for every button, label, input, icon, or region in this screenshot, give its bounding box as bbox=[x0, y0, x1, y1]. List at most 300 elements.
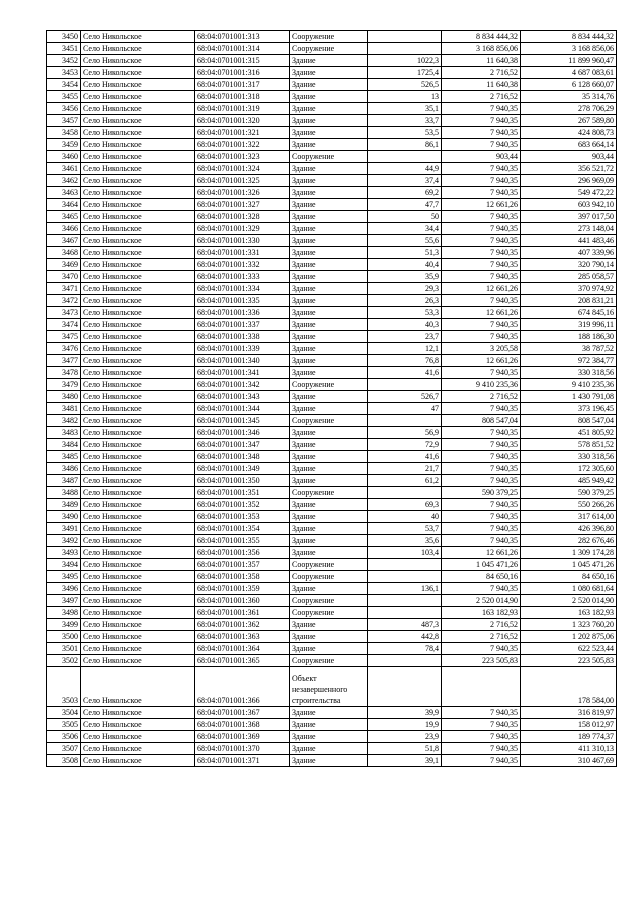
cadastral-number: 68:04:0701001:345 bbox=[195, 415, 290, 427]
object-type: Сооружение bbox=[290, 607, 368, 619]
settlement-name: Село Никольское bbox=[81, 223, 195, 235]
area-value bbox=[368, 151, 442, 163]
cadastral-value: 1 323 760,20 bbox=[521, 619, 617, 631]
row-number: 3505 bbox=[47, 719, 81, 731]
area-value: 103,4 bbox=[368, 547, 442, 559]
table-row bbox=[47, 163, 617, 175]
unit-cost-value: 7 940,35 bbox=[442, 511, 521, 523]
area-value: 55,6 bbox=[368, 235, 442, 247]
row-number: 3451 bbox=[47, 43, 81, 55]
settlement-name: Село Никольское bbox=[81, 319, 195, 331]
unit-cost-value: 7 940,35 bbox=[442, 331, 521, 343]
row-number: 3484 bbox=[47, 439, 81, 451]
cadastral-value: 674 845,16 bbox=[521, 307, 617, 319]
settlement-name: Село Никольское bbox=[81, 79, 195, 91]
row-number: 3475 bbox=[47, 331, 81, 343]
row-number: 3481 bbox=[47, 403, 81, 415]
object-type: Здание bbox=[290, 115, 368, 127]
object-type: Здание bbox=[290, 731, 368, 743]
row-number: 3479 bbox=[47, 379, 81, 391]
cadastral-value: 373 196,45 bbox=[521, 403, 617, 415]
object-type: Здание bbox=[290, 475, 368, 487]
cadastral-value: 1 309 174,28 bbox=[521, 547, 617, 559]
table-row bbox=[47, 235, 617, 247]
settlement-name: Село Никольское bbox=[81, 343, 195, 355]
area-value: 78,4 bbox=[368, 643, 442, 655]
table-row bbox=[47, 511, 617, 523]
cadastral-number: 68:04:0701001:370 bbox=[195, 743, 290, 755]
cadastral-value: 903,44 bbox=[521, 151, 617, 163]
unit-cost-value: 12 661,26 bbox=[442, 283, 521, 295]
cadastral-value: 485 949,42 bbox=[521, 475, 617, 487]
area-value: 136,1 bbox=[368, 583, 442, 595]
object-type: Сооружение bbox=[290, 595, 368, 607]
object-type: Здание bbox=[290, 499, 368, 511]
unit-cost-value: 7 940,35 bbox=[442, 319, 521, 331]
row-number: 3466 bbox=[47, 223, 81, 235]
table-row bbox=[47, 403, 617, 415]
cadastral-number: 68:04:0701001:343 bbox=[195, 391, 290, 403]
cadastral-value: 356 521,72 bbox=[521, 163, 617, 175]
cadastral-value: 590 379,25 bbox=[521, 487, 617, 499]
area-value: 86,1 bbox=[368, 139, 442, 151]
cadastral-number: 68:04:0701001:361 bbox=[195, 607, 290, 619]
row-number: 3450 bbox=[47, 31, 81, 43]
area-value bbox=[368, 607, 442, 619]
table-row bbox=[47, 595, 617, 607]
unit-cost-value: 7 940,35 bbox=[442, 755, 521, 767]
table-row bbox=[47, 427, 617, 439]
settlement-name: Село Никольское bbox=[81, 547, 195, 559]
row-number: 3499 bbox=[47, 619, 81, 631]
settlement-name: Село Никольское bbox=[81, 283, 195, 295]
table-row bbox=[47, 367, 617, 379]
cadastral-value: 158 012,97 bbox=[521, 719, 617, 731]
unit-cost-value: 808 547,04 bbox=[442, 415, 521, 427]
row-number: 3454 bbox=[47, 79, 81, 91]
object-type: Здание bbox=[290, 91, 368, 103]
settlement-name: Село Никольское bbox=[81, 163, 195, 175]
table-row bbox=[47, 487, 617, 499]
row-number: 3492 bbox=[47, 535, 81, 547]
area-value: 41,6 bbox=[368, 451, 442, 463]
table-row bbox=[47, 571, 617, 583]
object-type: Здание bbox=[290, 619, 368, 631]
area-value bbox=[368, 655, 442, 667]
cadastral-value: 424 808,73 bbox=[521, 127, 617, 139]
cadastral-value: 622 523,44 bbox=[521, 643, 617, 655]
unit-cost-value: 7 940,35 bbox=[442, 719, 521, 731]
cadastral-number: 68:04:0701001:359 bbox=[195, 583, 290, 595]
object-type: Здание bbox=[290, 55, 368, 67]
settlement-name: Село Никольское bbox=[81, 511, 195, 523]
area-value: 442,8 bbox=[368, 631, 442, 643]
cadastral-value: 282 676,46 bbox=[521, 535, 617, 547]
cadastral-value: 38 787,52 bbox=[521, 343, 617, 355]
cadastral-value: 278 706,29 bbox=[521, 103, 617, 115]
table-row bbox=[47, 743, 617, 755]
cadastral-value: 426 396,80 bbox=[521, 523, 617, 535]
area-value bbox=[368, 559, 442, 571]
object-type: Сооружение bbox=[290, 379, 368, 391]
settlement-name: Село Никольское bbox=[81, 67, 195, 79]
area-value: 23,7 bbox=[368, 331, 442, 343]
cadastral-value: 1 045 471,26 bbox=[521, 559, 617, 571]
table-row bbox=[47, 343, 617, 355]
row-number: 3472 bbox=[47, 295, 81, 307]
table-row bbox=[47, 271, 617, 283]
settlement-name: Село Никольское bbox=[81, 523, 195, 535]
object-type: Здание bbox=[290, 235, 368, 247]
unit-cost-value: 7 940,35 bbox=[442, 223, 521, 235]
object-type: Сооружение bbox=[290, 415, 368, 427]
object-type: Здание bbox=[290, 67, 368, 79]
settlement-name: Село Никольское bbox=[81, 631, 195, 643]
cadastral-number: 68:04:0701001:368 bbox=[195, 719, 290, 731]
cadastral-number: 68:04:0701001:344 bbox=[195, 403, 290, 415]
table-row bbox=[47, 211, 617, 223]
object-type: Здание bbox=[290, 331, 368, 343]
table-row bbox=[47, 307, 617, 319]
area-value: 61,2 bbox=[368, 475, 442, 487]
settlement-name: Село Никольское bbox=[81, 707, 195, 719]
cadastral-number: 68:04:0701001:364 bbox=[195, 643, 290, 655]
object-type: Здание bbox=[290, 439, 368, 451]
area-value: 35,9 bbox=[368, 271, 442, 283]
object-type: Объект незавершенного строительства bbox=[290, 667, 368, 707]
cadastral-number: 68:04:0701001:341 bbox=[195, 367, 290, 379]
unit-cost-value: 7 940,35 bbox=[442, 743, 521, 755]
unit-cost-value: 2 716,52 bbox=[442, 619, 521, 631]
table-row bbox=[47, 91, 617, 103]
object-type: Здание bbox=[290, 295, 368, 307]
cadastral-number: 68:04:0701001:327 bbox=[195, 199, 290, 211]
table-row bbox=[47, 127, 617, 139]
settlement-name: Село Никольское bbox=[81, 355, 195, 367]
unit-cost-value bbox=[442, 667, 521, 707]
cadastral-number: 68:04:0701001:324 bbox=[195, 163, 290, 175]
row-number: 3477 bbox=[47, 355, 81, 367]
row-number: 3455 bbox=[47, 91, 81, 103]
unit-cost-value: 7 940,35 bbox=[442, 403, 521, 415]
table-row bbox=[47, 223, 617, 235]
area-value: 29,3 bbox=[368, 283, 442, 295]
table-row bbox=[47, 439, 617, 451]
object-type: Здание bbox=[290, 283, 368, 295]
cadastral-number: 68:04:0701001:358 bbox=[195, 571, 290, 583]
area-value bbox=[368, 415, 442, 427]
table-row bbox=[47, 379, 617, 391]
settlement-name: Село Никольское bbox=[81, 719, 195, 731]
table-body bbox=[47, 31, 617, 767]
object-type: Здание bbox=[290, 631, 368, 643]
settlement-name: Село Никольское bbox=[81, 175, 195, 187]
area-value: 76,8 bbox=[368, 355, 442, 367]
unit-cost-value: 7 940,35 bbox=[442, 187, 521, 199]
settlement-name: Село Никольское bbox=[81, 499, 195, 511]
table-row bbox=[47, 391, 617, 403]
unit-cost-value: 11 640,38 bbox=[442, 79, 521, 91]
cadastral-value: 683 664,14 bbox=[521, 139, 617, 151]
row-number: 3476 bbox=[47, 343, 81, 355]
cadastral-number: 68:04:0701001:328 bbox=[195, 211, 290, 223]
unit-cost-value: 7 940,35 bbox=[442, 295, 521, 307]
row-number: 3493 bbox=[47, 547, 81, 559]
table-row bbox=[47, 319, 617, 331]
area-value bbox=[368, 667, 442, 707]
cadastral-value: 330 318,56 bbox=[521, 451, 617, 463]
settlement-name: Село Никольское bbox=[81, 151, 195, 163]
row-number: 3483 bbox=[47, 427, 81, 439]
cadastral-value: 3 168 856,06 bbox=[521, 43, 617, 55]
cadastral-value: 1 080 681,64 bbox=[521, 583, 617, 595]
cadastral-number: 68:04:0701001:355 bbox=[195, 535, 290, 547]
cadastral-value: 310 467,69 bbox=[521, 755, 617, 767]
object-type: Сооружение bbox=[290, 655, 368, 667]
row-number: 3480 bbox=[47, 391, 81, 403]
settlement-name: Село Никольское bbox=[81, 535, 195, 547]
cadastral-number: 68:04:0701001:357 bbox=[195, 559, 290, 571]
table-row bbox=[47, 667, 617, 707]
cadastral-value: 4 687 083,61 bbox=[521, 67, 617, 79]
cadastral-number: 68:04:0701001:335 bbox=[195, 295, 290, 307]
cadastral-number: 68:04:0701001:320 bbox=[195, 115, 290, 127]
cadastral-value: 411 310,13 bbox=[521, 743, 617, 755]
row-number: 3456 bbox=[47, 103, 81, 115]
table-row bbox=[47, 523, 617, 535]
cadastral-number: 68:04:0701001:352 bbox=[195, 499, 290, 511]
table-row bbox=[47, 499, 617, 511]
object-type: Здание bbox=[290, 755, 368, 767]
cadastral-value: 189 774,37 bbox=[521, 731, 617, 743]
object-type: Сооружение bbox=[290, 43, 368, 55]
table-row bbox=[47, 559, 617, 571]
settlement-name: Село Никольское bbox=[81, 103, 195, 115]
area-value bbox=[368, 487, 442, 499]
unit-cost-value: 7 940,35 bbox=[442, 731, 521, 743]
unit-cost-value: 3 205,58 bbox=[442, 343, 521, 355]
unit-cost-value: 12 661,26 bbox=[442, 307, 521, 319]
unit-cost-value: 7 940,35 bbox=[442, 535, 521, 547]
row-number: 3459 bbox=[47, 139, 81, 151]
table-row bbox=[47, 619, 617, 631]
area-value: 40 bbox=[368, 511, 442, 523]
cadastral-number: 68:04:0701001:315 bbox=[195, 55, 290, 67]
area-value bbox=[368, 31, 442, 43]
row-number: 3494 bbox=[47, 559, 81, 571]
cadastral-value: 1 430 791,08 bbox=[521, 391, 617, 403]
area-value: 26,3 bbox=[368, 295, 442, 307]
area-value: 53,3 bbox=[368, 307, 442, 319]
row-number: 3504 bbox=[47, 707, 81, 719]
cadastral-number: 68:04:0701001:314 bbox=[195, 43, 290, 55]
cadastral-value: 285 058,57 bbox=[521, 271, 617, 283]
settlement-name: Село Никольское bbox=[81, 211, 195, 223]
row-number: 3490 bbox=[47, 511, 81, 523]
cadastral-number: 68:04:0701001:326 bbox=[195, 187, 290, 199]
settlement-name: Село Никольское bbox=[81, 667, 195, 707]
area-value: 37,4 bbox=[368, 175, 442, 187]
row-number: 3467 bbox=[47, 235, 81, 247]
table-row bbox=[47, 67, 617, 79]
row-number: 3503 bbox=[47, 667, 81, 707]
object-type: Здание bbox=[290, 187, 368, 199]
object-type: Здание bbox=[290, 259, 368, 271]
area-value: 50 bbox=[368, 211, 442, 223]
unit-cost-value: 2 716,52 bbox=[442, 631, 521, 643]
unit-cost-value: 7 940,35 bbox=[442, 175, 521, 187]
cadastral-number: 68:04:0701001:365 bbox=[195, 655, 290, 667]
table-row bbox=[47, 631, 617, 643]
table-row bbox=[47, 199, 617, 211]
row-number: 3469 bbox=[47, 259, 81, 271]
settlement-name: Село Никольское bbox=[81, 439, 195, 451]
cadastral-number: 68:04:0701001:340 bbox=[195, 355, 290, 367]
settlement-name: Село Никольское bbox=[81, 31, 195, 43]
cadastral-number: 68:04:0701001:366 bbox=[195, 667, 290, 707]
settlement-name: Село Никольское bbox=[81, 259, 195, 271]
settlement-name: Село Никольское bbox=[81, 331, 195, 343]
table-row bbox=[47, 187, 617, 199]
object-type: Здание bbox=[290, 403, 368, 415]
cadastral-value: 319 996,11 bbox=[521, 319, 617, 331]
object-type: Здание bbox=[290, 199, 368, 211]
table-row bbox=[47, 547, 617, 559]
area-value: 33,7 bbox=[368, 115, 442, 127]
settlement-name: Село Никольское bbox=[81, 583, 195, 595]
row-number: 3474 bbox=[47, 319, 81, 331]
settlement-name: Село Никольское bbox=[81, 619, 195, 631]
cadastral-number: 68:04:0701001:331 bbox=[195, 247, 290, 259]
settlement-name: Село Никольское bbox=[81, 755, 195, 767]
row-number: 3482 bbox=[47, 415, 81, 427]
cadastral-value: 35 314,76 bbox=[521, 91, 617, 103]
table-row bbox=[47, 175, 617, 187]
object-type: Здание bbox=[290, 175, 368, 187]
settlement-name: Село Никольское bbox=[81, 451, 195, 463]
settlement-name: Село Никольское bbox=[81, 199, 195, 211]
unit-cost-value: 1 045 471,26 bbox=[442, 559, 521, 571]
cadastral-number: 68:04:0701001:371 bbox=[195, 755, 290, 767]
object-type: Здание bbox=[290, 719, 368, 731]
cadastral-number: 68:04:0701001:348 bbox=[195, 451, 290, 463]
settlement-name: Село Никольское bbox=[81, 743, 195, 755]
settlement-name: Село Никольское bbox=[81, 607, 195, 619]
row-number: 3500 bbox=[47, 631, 81, 643]
unit-cost-value: 7 940,35 bbox=[442, 115, 521, 127]
cadastral-number: 68:04:0701001:323 bbox=[195, 151, 290, 163]
settlement-name: Село Никольское bbox=[81, 247, 195, 259]
unit-cost-value: 7 940,35 bbox=[442, 439, 521, 451]
settlement-name: Село Никольское bbox=[81, 643, 195, 655]
area-value: 23,9 bbox=[368, 731, 442, 743]
row-number: 3465 bbox=[47, 211, 81, 223]
table-row bbox=[47, 295, 617, 307]
settlement-name: Село Никольское bbox=[81, 487, 195, 499]
row-number: 3461 bbox=[47, 163, 81, 175]
settlement-name: Село Никольское bbox=[81, 463, 195, 475]
cadastral-value: 2 520 014,90 bbox=[521, 595, 617, 607]
cadastral-value: 808 547,04 bbox=[521, 415, 617, 427]
object-type: Здание bbox=[290, 547, 368, 559]
object-type: Здание bbox=[290, 451, 368, 463]
settlement-name: Село Никольское bbox=[81, 379, 195, 391]
area-value: 47,7 bbox=[368, 199, 442, 211]
object-type: Сооружение bbox=[290, 559, 368, 571]
unit-cost-value: 7 940,35 bbox=[442, 707, 521, 719]
table-row bbox=[47, 331, 617, 343]
cadastral-number: 68:04:0701001:339 bbox=[195, 343, 290, 355]
unit-cost-value: 7 940,35 bbox=[442, 475, 521, 487]
unit-cost-value: 2 716,52 bbox=[442, 391, 521, 403]
row-number: 3471 bbox=[47, 283, 81, 295]
settlement-name: Село Никольское bbox=[81, 571, 195, 583]
area-value: 34,4 bbox=[368, 223, 442, 235]
cadastral-value: 8 834 444,32 bbox=[521, 31, 617, 43]
row-number: 3470 bbox=[47, 271, 81, 283]
row-number: 3502 bbox=[47, 655, 81, 667]
object-type: Здание bbox=[290, 127, 368, 139]
row-number: 3495 bbox=[47, 571, 81, 583]
area-value: 56,9 bbox=[368, 427, 442, 439]
object-type: Здание bbox=[290, 463, 368, 475]
area-value: 51,3 bbox=[368, 247, 442, 259]
cadastral-number: 68:04:0701001:367 bbox=[195, 707, 290, 719]
unit-cost-value: 12 661,26 bbox=[442, 547, 521, 559]
table-row bbox=[47, 247, 617, 259]
table-row bbox=[47, 31, 617, 43]
row-number: 3462 bbox=[47, 175, 81, 187]
cadastral-value: 223 505,83 bbox=[521, 655, 617, 667]
row-number: 3460 bbox=[47, 151, 81, 163]
table-row bbox=[47, 415, 617, 427]
settlement-name: Село Никольское bbox=[81, 427, 195, 439]
cadastral-number: 68:04:0701001:332 bbox=[195, 259, 290, 271]
unit-cost-value: 7 940,35 bbox=[442, 247, 521, 259]
cadastral-number: 68:04:0701001:353 bbox=[195, 511, 290, 523]
unit-cost-value: 7 940,35 bbox=[442, 427, 521, 439]
settlement-name: Село Никольское bbox=[81, 43, 195, 55]
cadastral-number: 68:04:0701001:360 bbox=[195, 595, 290, 607]
table-row bbox=[47, 463, 617, 475]
object-type: Здание bbox=[290, 163, 368, 175]
unit-cost-value: 590 379,25 bbox=[442, 487, 521, 499]
row-number: 3468 bbox=[47, 247, 81, 259]
area-value: 53,5 bbox=[368, 127, 442, 139]
object-type: Здание bbox=[290, 535, 368, 547]
row-number: 3489 bbox=[47, 499, 81, 511]
settlement-name: Село Никольское bbox=[81, 307, 195, 319]
row-number: 3473 bbox=[47, 307, 81, 319]
settlement-name: Село Никольское bbox=[81, 415, 195, 427]
area-value bbox=[368, 43, 442, 55]
unit-cost-value: 223 505,83 bbox=[442, 655, 521, 667]
row-number: 3485 bbox=[47, 451, 81, 463]
table-row bbox=[47, 755, 617, 767]
unit-cost-value: 7 940,35 bbox=[442, 271, 521, 283]
area-value: 69,2 bbox=[368, 187, 442, 199]
settlement-name: Село Никольское bbox=[81, 559, 195, 571]
row-number: 3478 bbox=[47, 367, 81, 379]
object-type: Здание bbox=[290, 271, 368, 283]
object-type: Сооружение bbox=[290, 571, 368, 583]
object-type: Здание bbox=[290, 643, 368, 655]
settlement-name: Село Никольское bbox=[81, 367, 195, 379]
area-value: 19,9 bbox=[368, 719, 442, 731]
settlement-name: Село Никольское bbox=[81, 91, 195, 103]
object-type: Здание bbox=[290, 79, 368, 91]
unit-cost-value: 11 640,38 bbox=[442, 55, 521, 67]
